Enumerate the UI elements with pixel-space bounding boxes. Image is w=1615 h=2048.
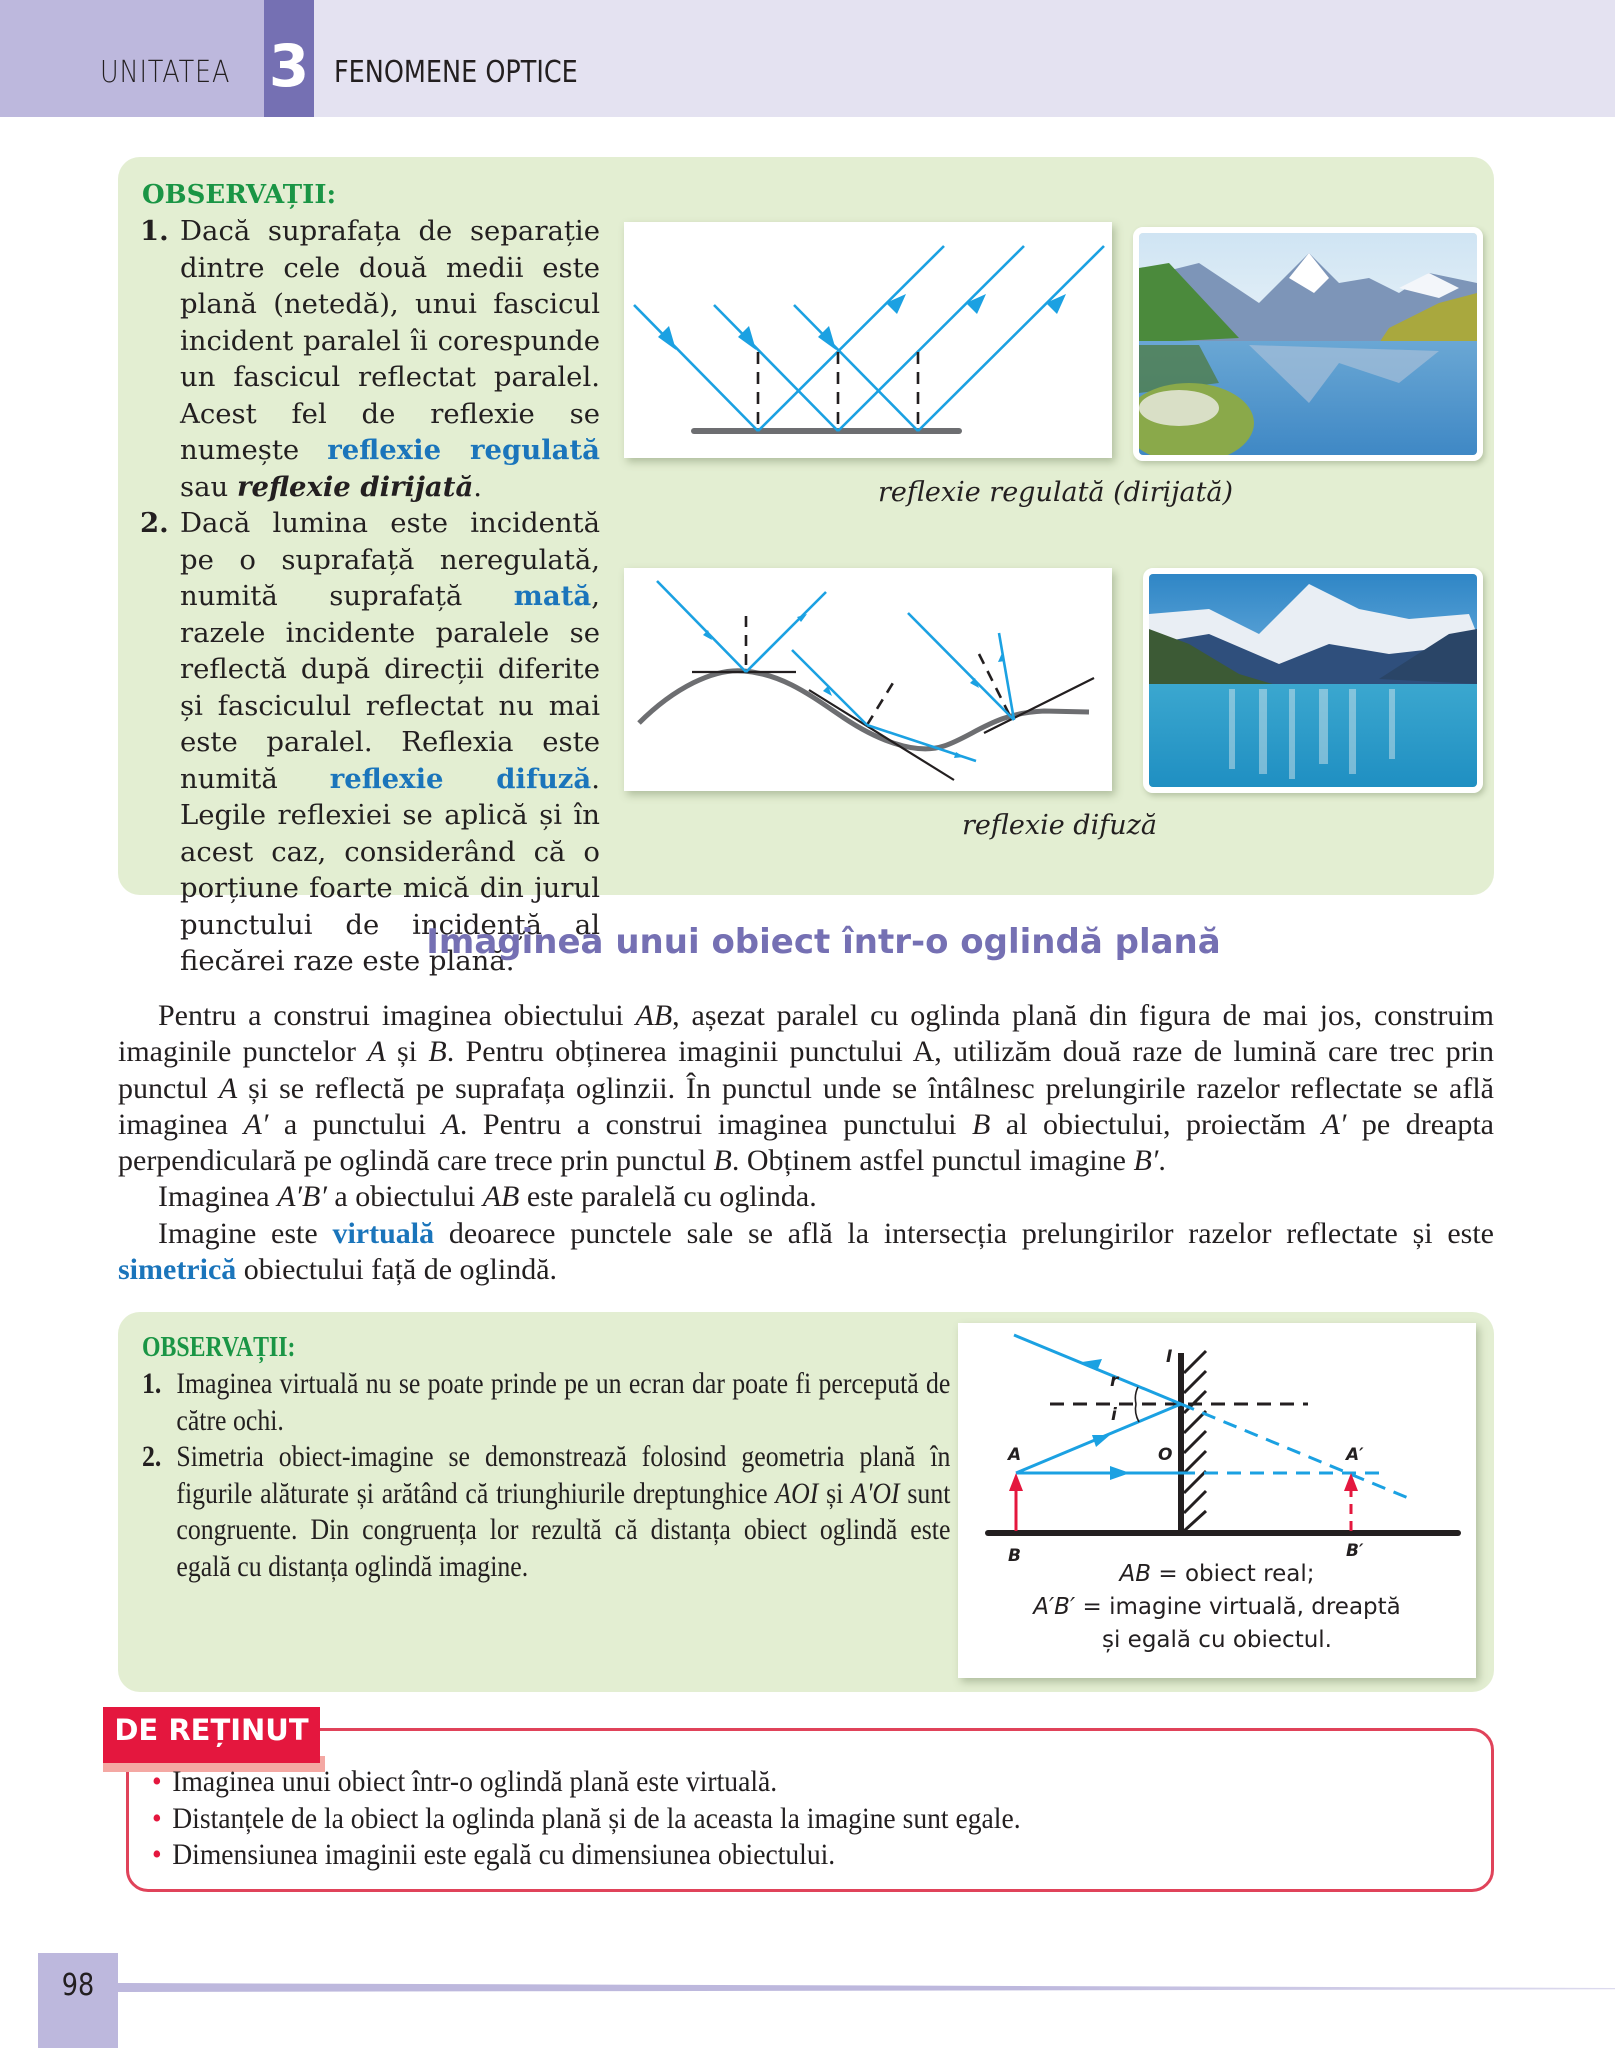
arrowhead	[886, 294, 906, 314]
observation-number: 2.	[140, 507, 169, 539]
keyword-text: virtuală	[332, 1216, 435, 1250]
incident-ray	[657, 581, 746, 672]
observations-title-1: OBSERVAȚII:	[142, 180, 337, 210]
text-run: și	[385, 1035, 429, 1069]
section-title: Imaginea unui obiect într-o oglindă plană	[426, 922, 1221, 962]
incident-ray	[634, 305, 758, 431]
text-run: sau	[180, 470, 237, 503]
caption-line	[958, 1558, 1476, 1591]
ray-arrowheads	[703, 614, 1005, 758]
text-run: Dacă suprafața de separație dintre cele două medii este plană (netedă), unui fascicul incident paralel îi corespunde un fascicul reflectat paralel. Acest fel de reflexie se numește	[180, 215, 600, 466]
italic-text: A′B′	[1033, 1594, 1076, 1620]
italic-text: A	[218, 1071, 238, 1105]
observation-number: 1.	[140, 215, 169, 247]
italic-text: A	[441, 1107, 460, 1141]
ray-arrowheads	[658, 294, 1066, 350]
arrowhead	[1092, 1435, 1110, 1447]
chapter-title: FENOMENE OPTICE	[334, 55, 578, 90]
label-O: O	[1158, 1445, 1173, 1465]
arrowhead	[738, 326, 756, 350]
snowy-mountain-lake-photo	[1143, 568, 1483, 793]
text-run: pe dreapta perpendiculară pe oglindă care trece prin punctul	[118, 1107, 1494, 1178]
text-run: , așezat paralel cu oglinda plană din figura de mai jos, construim imaginile punctelor	[118, 999, 1494, 1069]
mountain-lake-illustration	[1139, 233, 1477, 455]
regular-reflection-diagram	[624, 222, 1112, 458]
incident-ray	[792, 650, 867, 725]
label-I: I	[1166, 1347, 1173, 1367]
keyword-text: mată	[513, 580, 592, 612]
retinut-item: • Dimensiunea imaginii este egală cu dimensiunea obiectului.	[152, 1837, 1021, 1874]
text-run: este paralelă cu oglinda.	[519, 1180, 817, 1214]
keyword-text: reflexie difuză	[329, 762, 592, 795]
text-run: sunt congruente. Din congruența lor rezultă că distanța obiect oglindă este egală cu distanța oglindă imagine.	[176, 1476, 951, 1583]
text-run: . Legile reflexiei se aplică și în acest caz, considerând că o porțiune foarte mică din jurul punctului de incidență al fiecărei raze este plană.	[180, 762, 600, 977]
arrowhead	[966, 294, 986, 314]
italic-text: B	[428, 1035, 447, 1069]
text-run: Simetria obiect-imagine se demonstrează folosind geometria plană în figurile alăturate și arătând că triunghiurile dreptunghice	[176, 1440, 951, 1510]
observations-list-1	[140, 213, 600, 980]
text-run: .	[1158, 1144, 1166, 1178]
unit-label: UNITATEA	[100, 55, 231, 90]
label-B-prime: B′	[1346, 1541, 1364, 1561]
unit-number: 3	[268, 32, 310, 100]
italic-text: B	[972, 1107, 991, 1141]
regular-reflection-svg	[624, 222, 1112, 458]
text-run: al obiectului, proiectăm	[990, 1107, 1322, 1141]
italic-text: A′	[1321, 1107, 1347, 1141]
figure-caption-regular: reflexie regulată (dirijată)	[878, 477, 1234, 508]
tangent-lines	[692, 672, 1094, 780]
diffuse-reflection-diagram	[624, 568, 1112, 791]
italic-text: AB	[482, 1180, 520, 1214]
text-run: și se reflectă pe suprafața oglinzii. În punctul unde se întâlnesc prelungirile razelor reflectate se află imaginea	[118, 1071, 1494, 1141]
observations-title-2: OBSERVAȚII:	[142, 1332, 296, 1363]
retinut-item: • Distanțele de la obiect la oglinda plană și de la aceasta la imagine sunt egale.	[152, 1801, 1021, 1838]
angle-r-arc	[1135, 1387, 1138, 1404]
text-run: a punctului	[268, 1107, 442, 1141]
text-run: deoarece punctele sale se află la intersecția prelungirilor razelor reflectate și este	[434, 1216, 1494, 1250]
text-run: și	[818, 1476, 852, 1510]
object-arrowhead	[1009, 1473, 1023, 1491]
observation-text	[180, 507, 600, 977]
text-run: . Pentru obținerea imaginii punctului A, utilizăm două raze de lumină care trec prin punctul	[118, 1035, 1494, 1105]
retinut-list	[152, 1764, 1021, 1874]
section-body	[118, 998, 1494, 1288]
italic-text: A′B′	[277, 1180, 327, 1214]
reflected-ray	[838, 246, 1024, 431]
text-run: . Pentru a construi imaginea punctului	[459, 1107, 973, 1141]
text-run: . Obținem astfel punctul imagine	[731, 1144, 1134, 1178]
text-run: Dacă lumina este incidentă pe o suprafață neregulată, numită suprafață	[180, 507, 600, 612]
arrowhead	[658, 326, 676, 350]
observation-number: 1.	[142, 1367, 162, 1400]
italic-text: A	[367, 1035, 386, 1069]
label-B: B	[1008, 1546, 1021, 1566]
caption-line	[958, 1591, 1476, 1624]
italic-text: A′	[243, 1107, 269, 1141]
keyword-text: reflexie regulată	[327, 434, 600, 466]
caption-line	[958, 1624, 1476, 1657]
observation-item	[140, 505, 600, 980]
page-header	[0, 0, 1615, 117]
retinut-label: DE REȚINUT	[114, 1713, 309, 1747]
ray-extensions	[1181, 1404, 1413, 1500]
arrowhead	[1110, 1466, 1130, 1480]
italic-text: AB	[635, 999, 673, 1032]
figure-caption-diffuse: reflexie difuză	[962, 810, 1157, 841]
body-paragraph	[118, 1179, 1494, 1215]
reflected-ray	[758, 246, 944, 431]
arrowhead	[818, 326, 836, 350]
observation-text	[176, 1367, 950, 1437]
observation-item	[140, 213, 600, 505]
rough-surface	[639, 671, 1089, 749]
observations-list-2	[142, 1366, 950, 1585]
reflected-ray	[918, 246, 1104, 431]
italic-text: B	[713, 1144, 732, 1178]
ray-extension	[1181, 1404, 1413, 1500]
label-A: A	[1008, 1445, 1022, 1465]
footer-rule	[118, 1983, 1615, 1992]
label-i: i	[1111, 1405, 1117, 1425]
label-r: r	[1110, 1371, 1119, 1391]
text-run: Pentru a construi imaginea obiectului	[158, 999, 636, 1032]
text-run: .	[473, 470, 483, 503]
text-run: a obiectului	[326, 1180, 483, 1214]
snowy-mountain-illustration	[1149, 574, 1477, 787]
emphasis-text: reflexie dirijată	[236, 470, 474, 503]
incident-ray	[908, 613, 1014, 720]
normal-line	[867, 678, 896, 725]
text-run: Imaginea virtuală nu se poate prinde pe un ecran dar poate fi percepută de către ochi.	[176, 1367, 951, 1437]
italic-text: AB	[1119, 1561, 1152, 1587]
body-paragraph	[118, 998, 1494, 1179]
italic-text: AOI	[775, 1476, 819, 1510]
diffuse-reflection-svg	[624, 568, 1112, 791]
ray-arrowheads	[1082, 1359, 1130, 1480]
italic-text: B′	[1133, 1144, 1159, 1178]
arrowhead	[1046, 294, 1066, 314]
retinut-item: • Imaginea unui obiect într-o oglindă plană este virtuală.	[152, 1764, 1021, 1801]
mirror-hatching	[1184, 1351, 1206, 1531]
italic-text: A'OI	[851, 1476, 900, 1510]
reflected-ray	[746, 592, 826, 672]
text-run: și egală cu obiectul.	[1101, 1627, 1332, 1653]
text-run: , razele incidente paralele se reflectă după direcții diferite și fasciculul reflectat nu mai este paralel. Reflexia este numită	[180, 580, 600, 795]
observation-number: 2.	[142, 1440, 162, 1473]
observation-item	[142, 1366, 950, 1439]
keyword-text: simetrică	[118, 1253, 237, 1287]
observation-text	[180, 215, 600, 503]
observation-item	[142, 1439, 950, 1585]
page-number: 98	[61, 1968, 95, 2003]
mountain-lake-reflection-photo	[1133, 227, 1483, 461]
angle-i-arc	[1135, 1404, 1139, 1422]
text-run: = obiect real;	[1151, 1561, 1315, 1587]
text-run: obiectului față de oglindă.	[236, 1253, 558, 1287]
normal-lines	[758, 352, 918, 431]
label-A-prime: A′	[1346, 1445, 1364, 1465]
normal-line	[979, 654, 1011, 718]
body-paragraph	[118, 1216, 1494, 1289]
mirror-diagram-caption	[958, 1558, 1476, 1657]
text-run: Imaginea	[158, 1180, 278, 1214]
observation-text	[176, 1440, 950, 1583]
text-run: = imagine virtuală, dreaptă	[1075, 1594, 1401, 1620]
text-run: Imagine este	[158, 1216, 333, 1250]
